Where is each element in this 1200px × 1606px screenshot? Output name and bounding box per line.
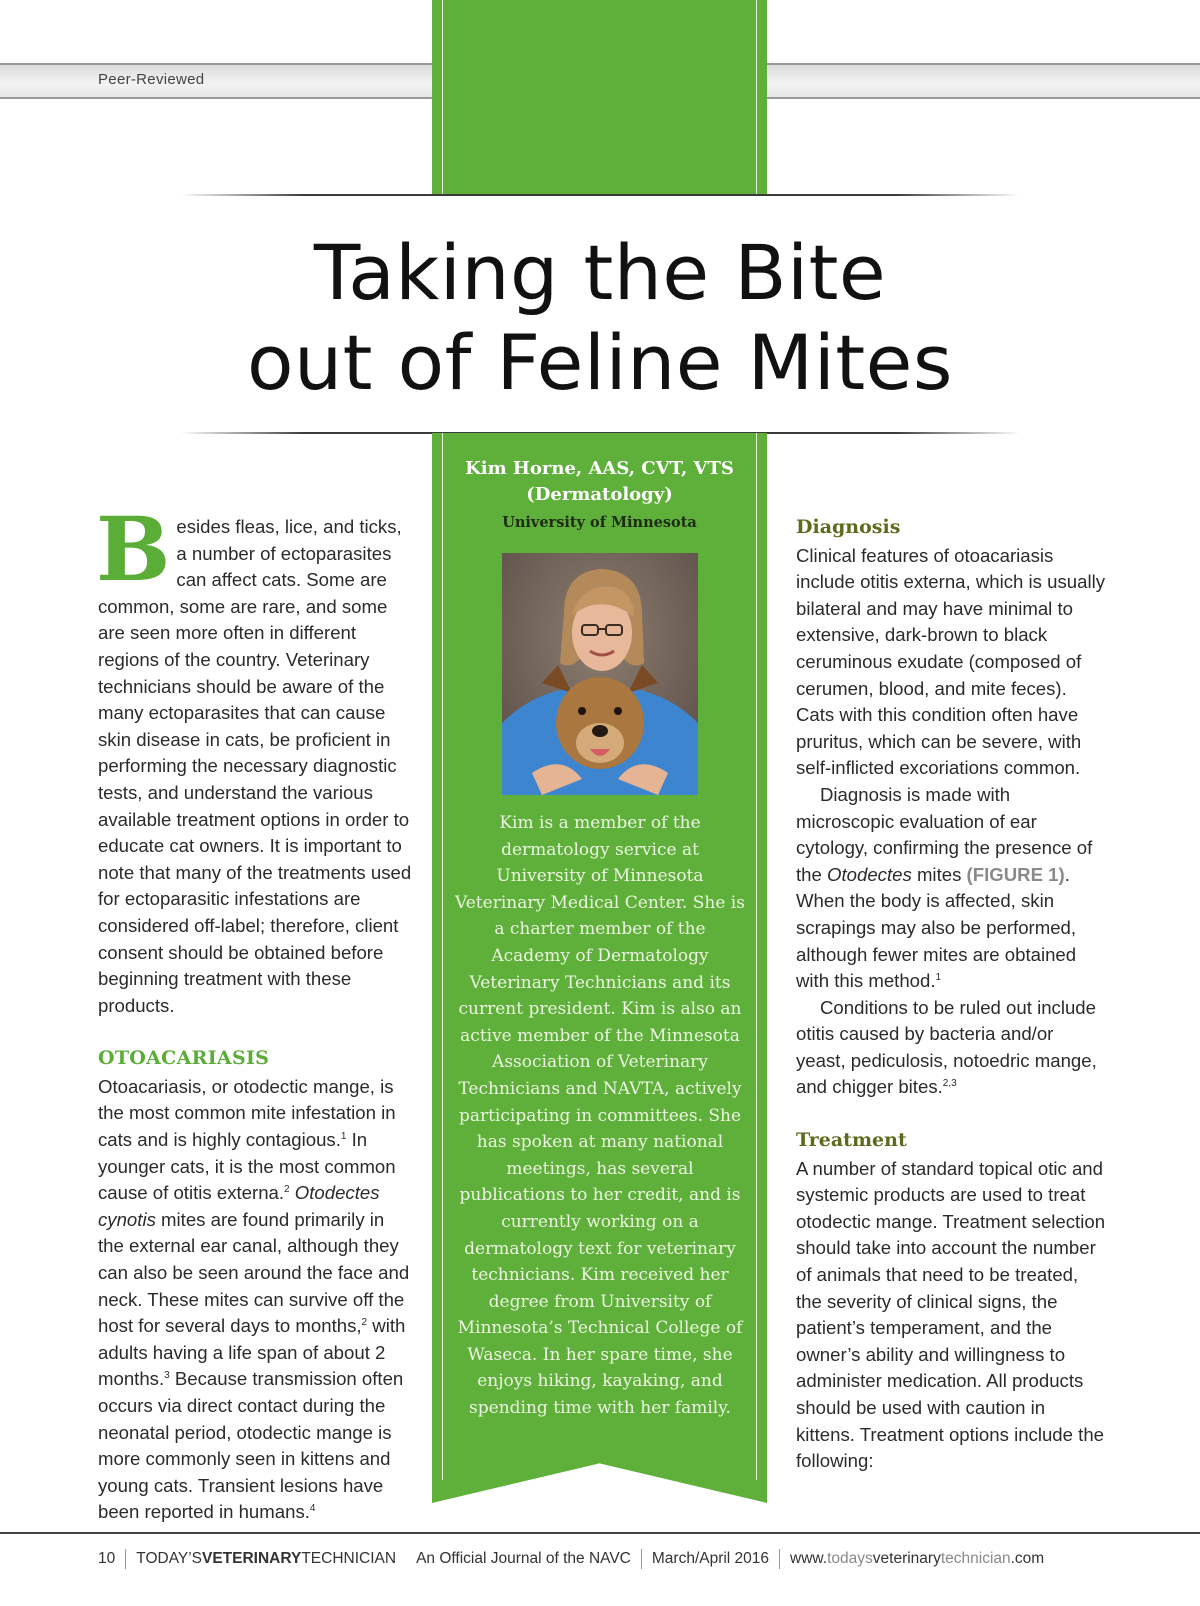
citation: 2,3: [942, 1078, 957, 1090]
right-column: [796, 514, 1106, 1475]
text-run: . When the body is affected, skin scrapings may also be performed, although fewer mites are obtained with this method.: [796, 863, 1077, 992]
footer: [98, 1549, 1044, 1569]
issue-date: March/April 2016: [651, 1550, 770, 1567]
citation: 2: [361, 1317, 368, 1329]
footer-rule: [0, 1532, 1200, 1534]
author-bio: Kim is a member of the dermatology service at University of Minnesota Veterinary Medical Center. She is a charter member of the Academy of Dermatology Veterinary Technicians and its current president. Kim is also an active member of the Minnesota Association of Veterinary Technicians and NAVTA, actively participating in committees. She has spoken at many national meetings, has several publications to her credit, and is currently working on a dermatology text for veterinary technicians. Kim received her degree from University of Minnesota’s Technical College of Waseca. In her spare time, she enjoys hiking, kayaking, and spending time with her family.: [455, 813, 745, 1419]
citation: 1: [935, 971, 942, 983]
url-part: veterinary: [872, 1550, 941, 1567]
citation: 1: [340, 1130, 347, 1142]
species-name: Otodectes cynotis: [98, 1182, 380, 1230]
title-rule-top: [180, 194, 1020, 196]
author-name-line-1: Kim Horne, AAS, CVT, VTS: [465, 458, 734, 479]
article-title: [0, 228, 1200, 408]
url-part: todays: [827, 1550, 873, 1567]
url-part: www.: [790, 1550, 828, 1567]
url-part: technician: [940, 1550, 1011, 1567]
intro-paragraph: [96, 497, 413, 1019]
heading-otoacariasis: OTOACARIASIS: [98, 1047, 270, 1070]
journal-name-part: VETERINARY: [202, 1550, 302, 1567]
figure-reference[interactable]: (FIGURE 1): [966, 863, 1065, 885]
title-line-1: Taking the Bite: [313, 228, 887, 317]
footer-divider: [125, 1549, 126, 1569]
drop-cap: B: [96, 497, 171, 601]
treatment-paragraph: A number of standard topical otic and systemic products are used to treat otodectic mange. Treatment selection should take into account the number of animals that need to be treated, the severity of clinical signs, the patient’s temperament, and the owner’s ability and willingness to administer medication. All products should be used with caution in kittens. Treatment options include the following:: [796, 1157, 1106, 1472]
title-line-2: out of Feline Mites: [246, 318, 953, 407]
text-run: with adults having a life span of about 2 months.: [98, 1315, 406, 1390]
author-photo-illustration: [502, 553, 698, 795]
url-part: .com: [1010, 1550, 1045, 1567]
text-run: Because transmission often occurs via direct contact during the neonatal period, otodectic mange is more commonly seen in kittens and young cats. Transient lesions have been reported in humans.: [98, 1368, 404, 1523]
footer-divider: [779, 1549, 780, 1569]
page-number: 10: [98, 1550, 116, 1567]
citation: 3: [164, 1370, 170, 1382]
diagnosis-paragraph-1: Clinical features of otoacariasis include otitis externa, which is usually bilateral and may have minimal to extensive, dark-brown to black ceruminous exudate (composed of cerumen, blood, and mite feces). Cats with this condition often have pruritus, which can be severe, with self-inflicted excoriations common.: [796, 544, 1106, 779]
ribbon-top-decoration: [432, 0, 767, 196]
author-name: [432, 456, 767, 508]
text-run: Diagnosis is made with microscopic evaluation of ear cytology, confirming the presence of the: [796, 783, 1093, 885]
citation: 4: [309, 1503, 316, 1515]
journal-tagline: An Official Journal of the NAVC: [416, 1550, 631, 1567]
diagnosis-paragraph-3: [796, 995, 1106, 1101]
section-label: Peer-Reviewed: [98, 71, 205, 88]
heading-diagnosis: Diagnosis: [796, 516, 901, 538]
genus-name: Otodectes: [827, 863, 912, 885]
text-run: mites: [911, 863, 967, 885]
footer-divider: [641, 1549, 642, 1569]
journal-name-part: TECHNICIAN: [301, 1550, 397, 1567]
text-run: Conditions to be ruled out include otitis caused by bacteria and/or yeast, pediculosis, notoedric mange, and chigger bites.: [796, 996, 1097, 1098]
heading-treatment: Treatment: [796, 1129, 907, 1152]
text-run: mites are found primarily in the external ear canal, although they can also be seen around the face and neck. These mites can survive off the host for several days to months,: [98, 1208, 410, 1337]
journal-name: [136, 1550, 396, 1568]
diagnosis-paragraph-2: [796, 782, 1106, 995]
intro-text: esides fleas, lice, and ticks, a number of ectoparasites can affect cats. Some are common, some are rare, and some are seen more often in different regions of the country. Veterinary technicians should be aware of the many ectoparasites that can cause skin disease in cats, be proficient in performing the necessary diagnostic tests, and understand the various available treatment options in order to educate cat owners. It is important to note that many of the treatments used for ectoparasitic infestations are considered off-label; therefore, client consent should be obtained before beginning treatment with these products.: [98, 516, 412, 1016]
website-link[interactable]: [790, 1550, 1044, 1568]
author-name-line-2: (Dermatology): [526, 484, 673, 505]
text-run: In younger cats, it is the most common cause of otitis externa.: [98, 1129, 396, 1204]
citation: 2: [284, 1184, 290, 1196]
left-column: [96, 497, 413, 1526]
otoacariasis-paragraph: [98, 1074, 413, 1526]
author-affiliation: University of Minnesota: [502, 514, 697, 531]
journal-name-part: TODAY’S: [136, 1550, 202, 1567]
author-photo: [502, 553, 698, 795]
text-run: Otoacariasis, or otodectic mange, is the most common mite infestation in cats and is highly contagious.: [98, 1075, 396, 1151]
